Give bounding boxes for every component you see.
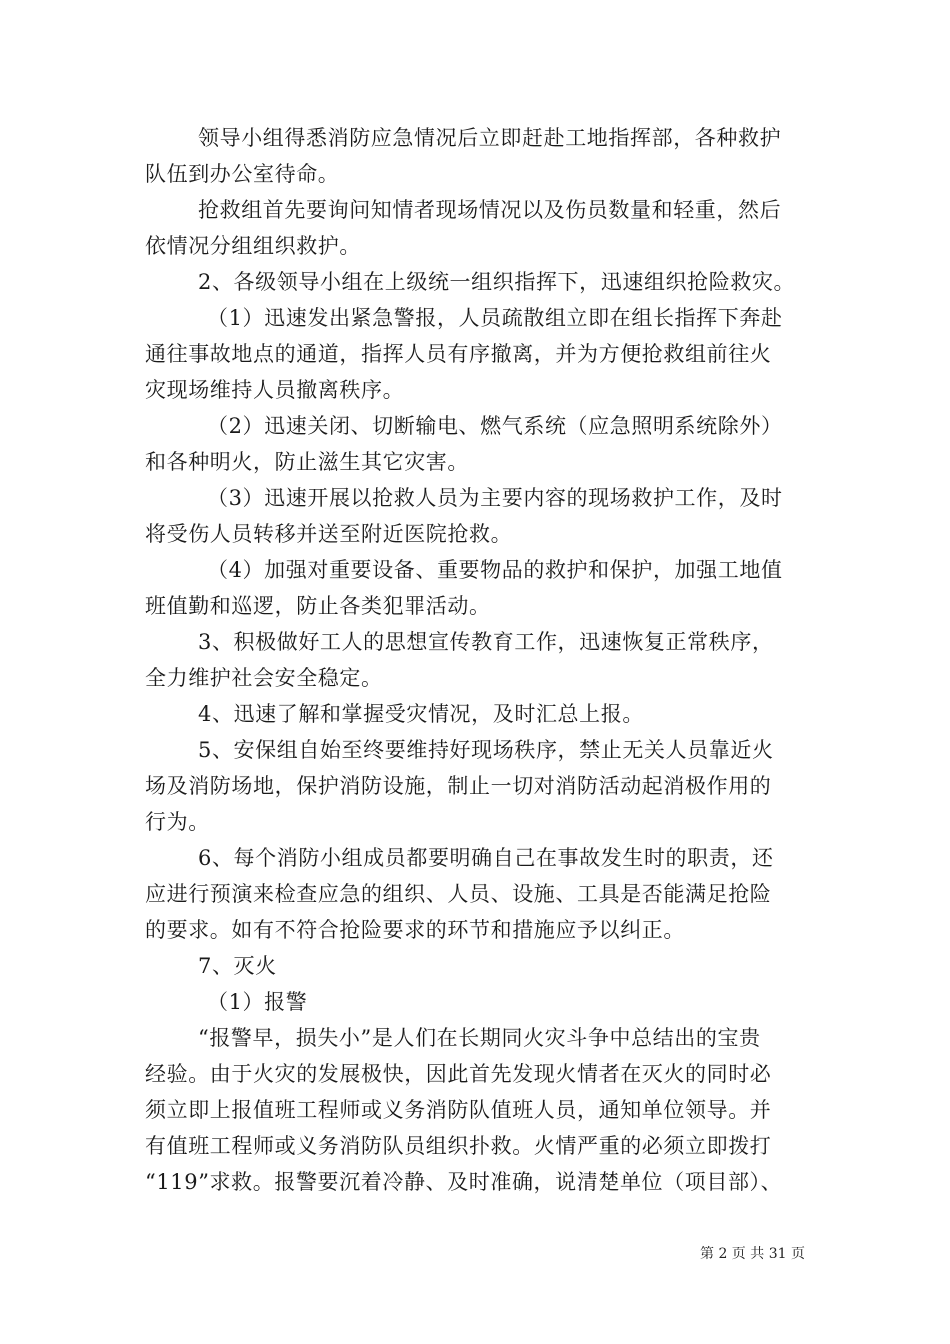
text-line: 将受伤人员转移并送至附近医院抢救。 <box>145 522 513 546</box>
text-line: 灾现场维持人员撤离秩序。 <box>145 378 405 402</box>
text-line: 应进行预演来检查应急的组织、人员、设施、工具是否能满足抢险 <box>145 882 772 906</box>
text-line: （4）加强对重要设备、重要物品的救护和保护，加强工地值 <box>207 558 783 582</box>
text-line: （1）报警 <box>207 990 308 1014</box>
text-line: 领导小组得悉消防应急情况后立即赶赴工地指挥部，各种救护 <box>198 126 782 150</box>
text-line: 依情况分组组织救护。 <box>145 234 361 258</box>
page-number: 第 2 页 共 31 页 <box>700 1246 805 1262</box>
text-line: 场及消防场地，保护消防设施，制止一切对消防活动起消极作用的 <box>145 774 772 798</box>
text-line: 4、迅速了解和掌握受灾情况，及时汇总上报。 <box>198 702 644 726</box>
text-line: 全力维护社会安全稳定。 <box>145 666 383 690</box>
text-line: （3）迅速开展以抢救人员为主要内容的现场救护工作，及时 <box>207 486 783 510</box>
text-line: 行为。 <box>145 810 210 834</box>
text-line: 2、各级领导小组在上级统一组织指挥下，迅速组织抢险救灾。 <box>198 270 796 294</box>
text-line: 有值班工程师或义务消防队员组织扑救。火情严重的必须立即拨打 <box>145 1134 772 1158</box>
text-line: 的要求。如有不符合抢险要求的环节和措施应予以纠正。 <box>145 918 685 942</box>
text-line: “119”求救。报警要沉着冷静、及时准确，说清楚单位（项目部）、 <box>145 1170 783 1194</box>
text-line: 通往事故地点的通道，指挥人员有序撤离，并为方便抢救组前往火 <box>145 342 772 366</box>
text-line: “报警早，损失小”是人们在长期同火灾斗争中总结出的宝贵 <box>198 1026 761 1050</box>
text-line: （1）迅速发出紧急警报，人员疏散组立即在组长指挥下奔赴 <box>207 306 783 330</box>
text-line: 须立即上报值班工程师或义务消防队值班人员，通知单位领导。并 <box>145 1098 772 1122</box>
text-line: 3、积极做好工人的思想宣传教育工作，迅速恢复正常秩序， <box>198 630 774 654</box>
text-line: 和各种明火，防止滋生其它灾害。 <box>145 450 469 474</box>
text-line: 7、灭火 <box>198 954 277 978</box>
text-line: （2）迅速关闭、切断输电、燃气系统（应急照明系统除外） <box>207 414 783 438</box>
text-line: 经验。由于火灾的发展极快，因此首先发现火情者在灭火的同时必 <box>145 1062 772 1086</box>
text-line: 抢救组首先要询问知情者现场情况以及伤员数量和轻重，然后 <box>198 198 782 222</box>
text-line: 5、安保组自始至终要维持好现场秩序，禁止无关人员靠近火 <box>198 738 774 762</box>
text-line: 队伍到办公室待命。 <box>145 162 340 186</box>
text-line: 班值勤和巡逻，防止各类犯罪活动。 <box>145 594 491 618</box>
text-line: 6、每个消防小组成员都要明确自己在事故发生时的职责，还 <box>198 846 774 870</box>
